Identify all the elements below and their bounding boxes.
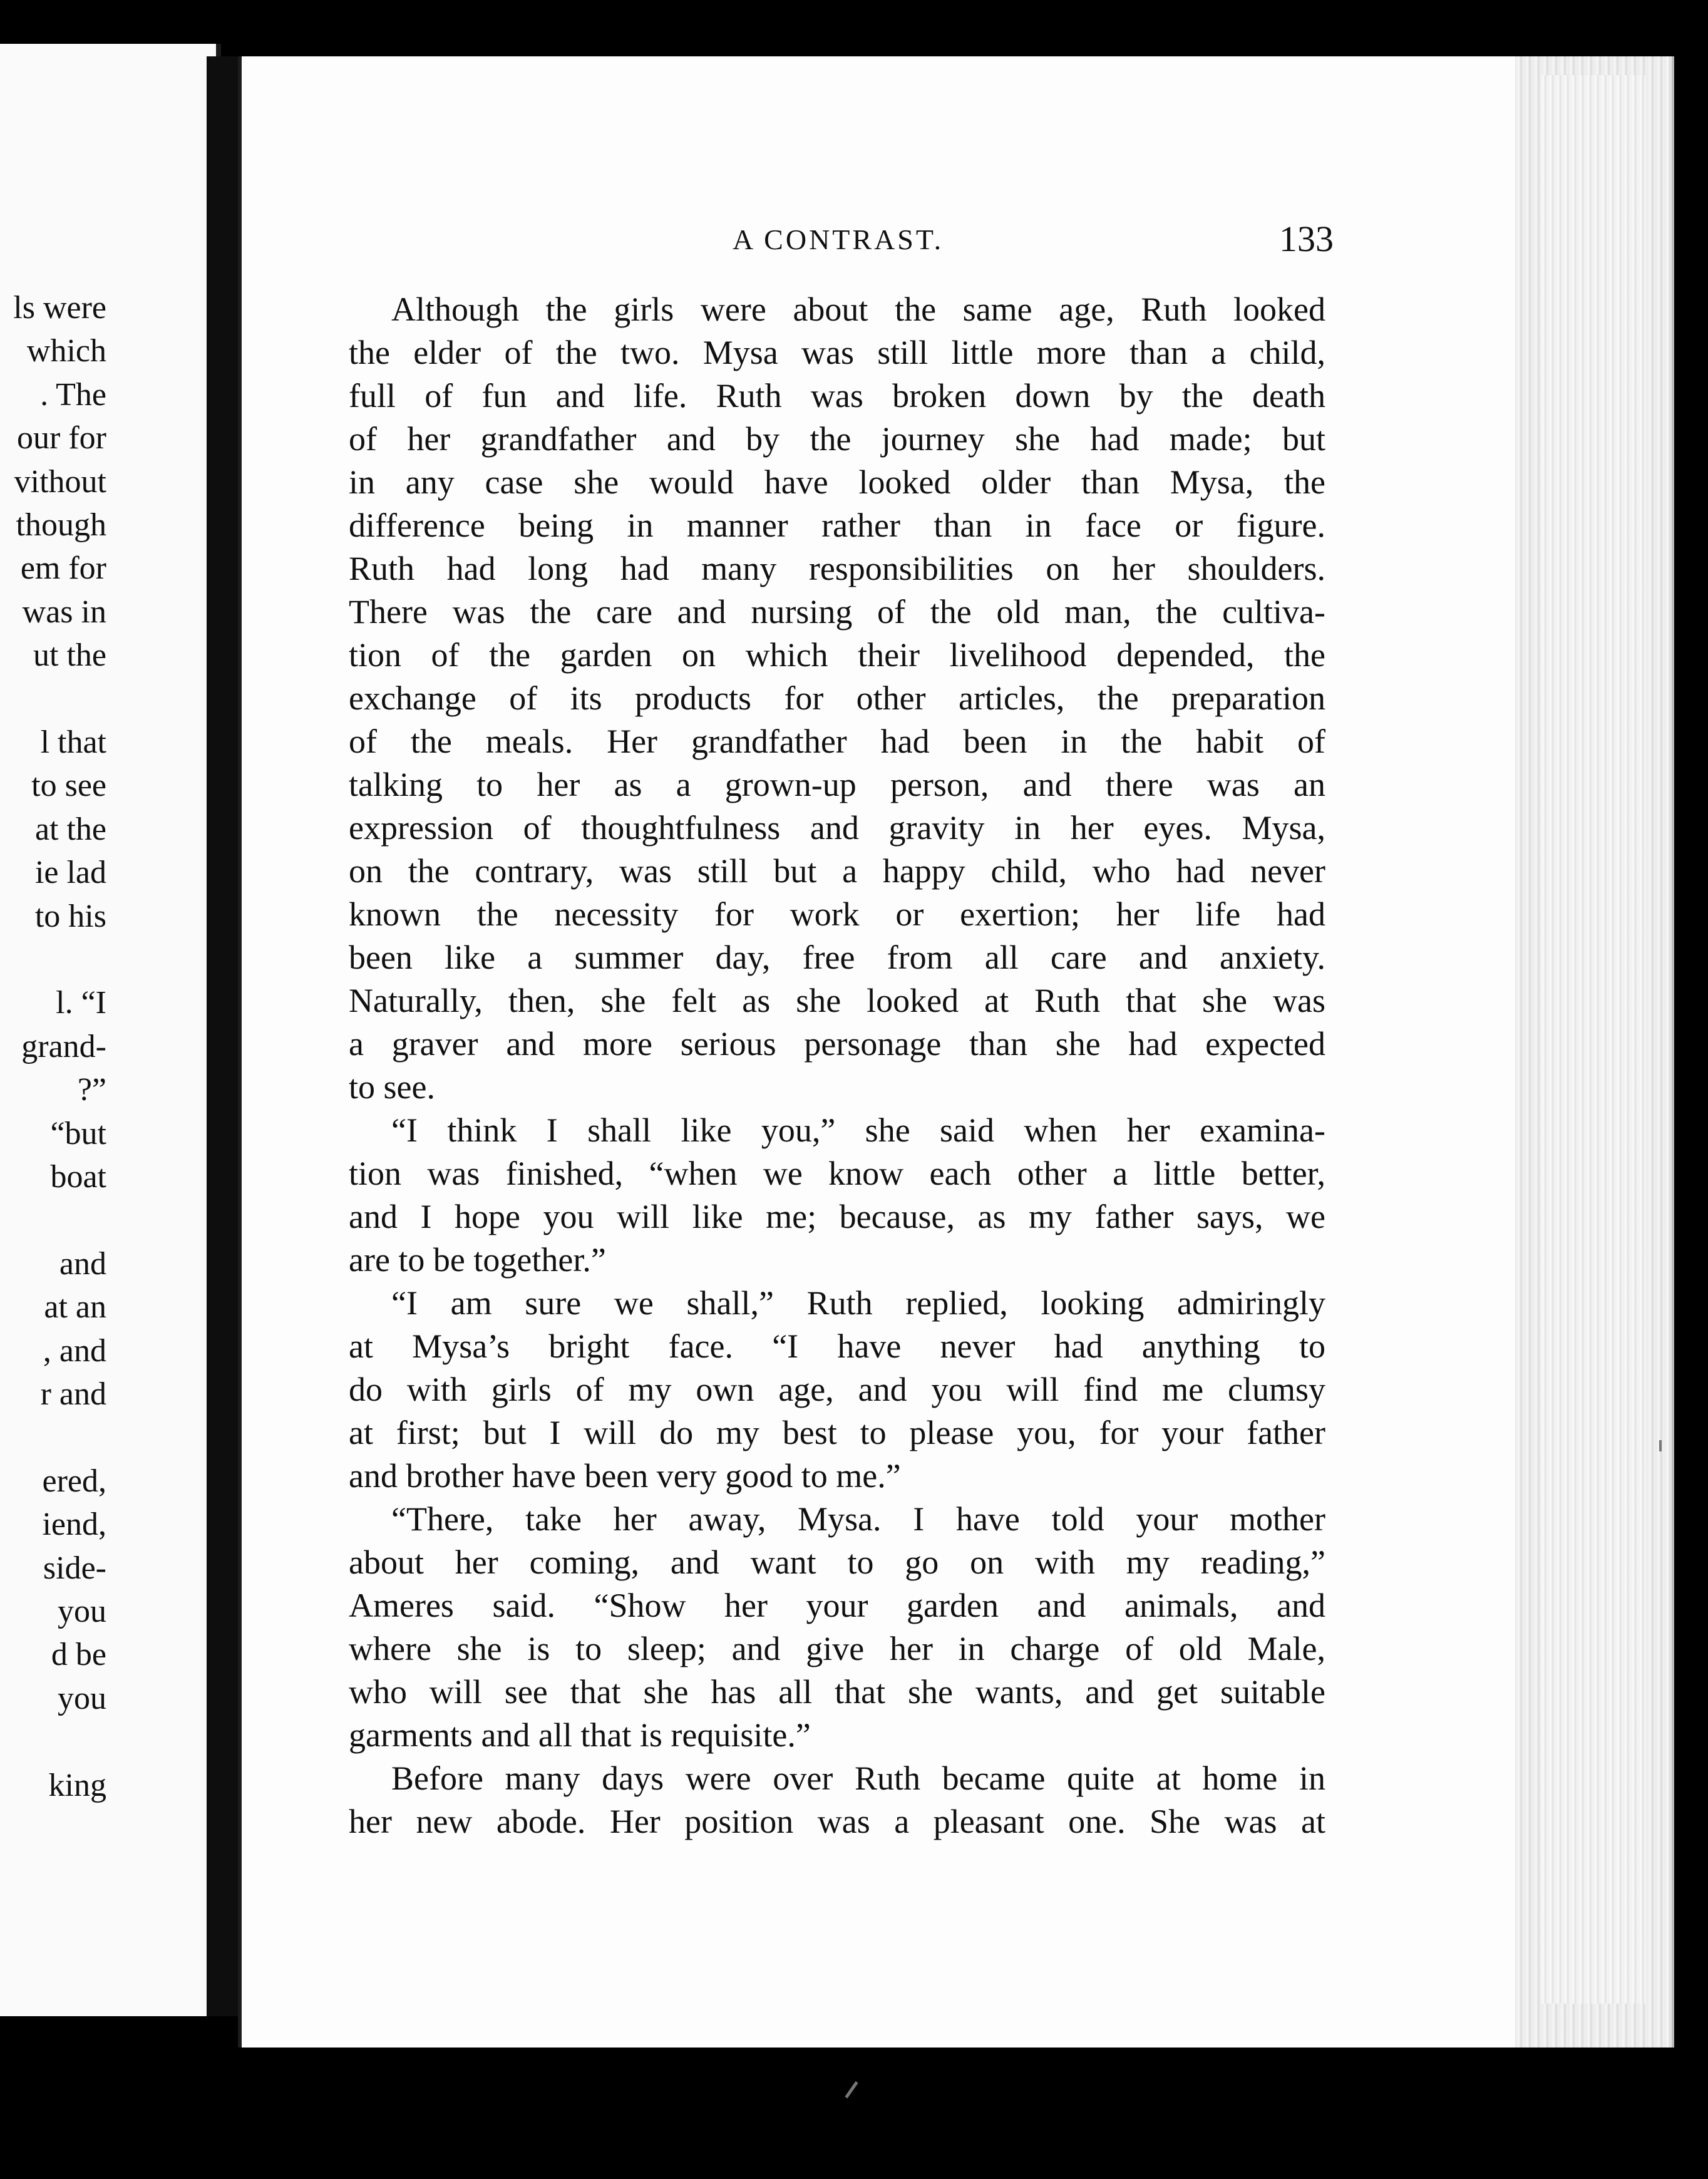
body-line: tion was finished, “when we know each other a little better, [349,1155,1325,1192]
left-page-fragment: you [58,1594,106,1629]
page-edges-inner [1540,75,1647,2004]
body-line: who will see that she has all that she wants, and get suitable [349,1673,1325,1711]
body-line: Ruth had long had many responsibilities on her shoulders. [349,550,1325,587]
left-page-fragment: to see [31,768,106,804]
left-page-fragment: was in [22,594,106,630]
left-page-fragment: em for [20,550,106,587]
left-page-fragment: our for [17,420,106,456]
scan-artifact [845,2081,858,2098]
body-line: at Mysa’s bright face. “I have never had anything to [349,1327,1325,1365]
body-line: and I hope you will like me; because, as my father says, we [349,1198,1325,1235]
left-page-fragment: king [48,1767,106,1803]
left-page-fragment: ie lad [34,855,106,891]
left-page-fragment: iend, [42,1507,106,1543]
body-line: do with girls of my own age, and you will find me clumsy [349,1371,1325,1408]
page-edges [1515,56,1674,2048]
body-line: in any case she would have looked older than Mysa, the [349,463,1325,501]
body-line: full of fun and life. Ruth was broken down by the death [349,377,1325,415]
left-page-fragment: you [58,1680,106,1716]
left-page-fragment: , and [43,1332,106,1369]
left-page-fragment: to his [34,898,106,934]
body-line: a graver and more serious personage than she had expected [349,1025,1325,1063]
body-line: her new abode. Her position was a pleasant one. She was at [349,1803,1325,1840]
left-page-fragment: and [59,1245,106,1282]
body-line: to see. [349,1068,435,1106]
left-page-fragment: l that [40,724,106,760]
body-line: difference being in manner rather than in face or figure. [349,507,1325,544]
body-line: been like a summer day, free from all care and anxiety. [349,939,1325,976]
body-line: of the meals. Her grandfather had been in the habit of [349,723,1325,760]
body-line: Ameres said. “Show her your garden and animals, and [349,1587,1325,1624]
body-line: exchange of its products for other articles, the preparation [349,679,1325,717]
page-number: 133 [1279,219,1334,259]
body-line: where she is to sleep; and give her in charge of old Male, [349,1630,1325,1667]
left-page [0,44,221,2016]
body-line: and brother have been very good to me.” [349,1457,901,1495]
body-line: There was the care and nursing of the old man, the cultiva- [349,593,1325,631]
left-page-fragment: though [16,507,106,543]
body-line: known the necessity for work or exertion; her life had [349,895,1325,933]
left-page-fragment: . The [40,376,106,413]
body-line: Naturally, then, she felt as she looked at Ruth that she was [349,982,1325,1019]
left-page-fragment: ered, [42,1463,106,1499]
body-line: about her coming, and want to go on with my reading,” [349,1543,1325,1581]
scan-artifact [1659,1440,1662,1451]
body-line: of her grandfather and by the journey she had made; but [349,420,1325,458]
body-line: are to be together.” [349,1241,606,1279]
body-line: “I think I shall like you,” she said when her examina- [391,1111,1325,1149]
running-head [347,218,1334,268]
left-page-fragment: ut the [33,637,106,674]
body-line: “I am sure we shall,” Ruth replied, looking admiringly [391,1284,1325,1322]
body-line: “There, take her away, Mysa. I have told your mother [391,1500,1325,1538]
left-page-fragment: at an [44,1289,106,1326]
left-page-fragment: at the [34,811,106,847]
body-line: the elder of the two. Mysa was still little more than a child, [349,334,1325,371]
left-page-fragment: which [26,333,106,369]
left-page-fragment: vithout [14,463,106,500]
body-line: Before many days were over Ruth became quite at home in [391,1759,1325,1797]
body-line: tion of the garden on which their livelihood depended, the [349,636,1325,674]
left-page-fragment: boat [50,1159,106,1195]
body-text [349,288,1325,1843]
left-page-fragment: d be [51,1637,106,1673]
left-page-fragment: l. “I [56,985,106,1021]
left-page-fragment: r and [40,1376,106,1412]
body-line: talking to her as a grown-up person, and there was an [349,766,1325,803]
left-page-fragment: ?” [77,1072,106,1108]
body-line: at first; but I will do my best to please you, for your father [349,1414,1325,1451]
left-page-fragment: ls were [13,290,106,326]
body-line: garments and all that is requisite.” [349,1716,811,1754]
body-line: expression of thoughtfulness and gravity in her eyes. Mysa, [349,809,1325,847]
body-line: on the contrary, was still but a happy child, who had never [349,852,1325,890]
running-title: A CONTRAST. [733,224,944,255]
left-page-fragment: side- [43,1550,106,1586]
left-page-fragment: grand- [21,1028,106,1064]
left-page-fragment: “but [50,1115,106,1151]
body-line: Although the girls were about the same age, Ruth looked [391,291,1325,328]
